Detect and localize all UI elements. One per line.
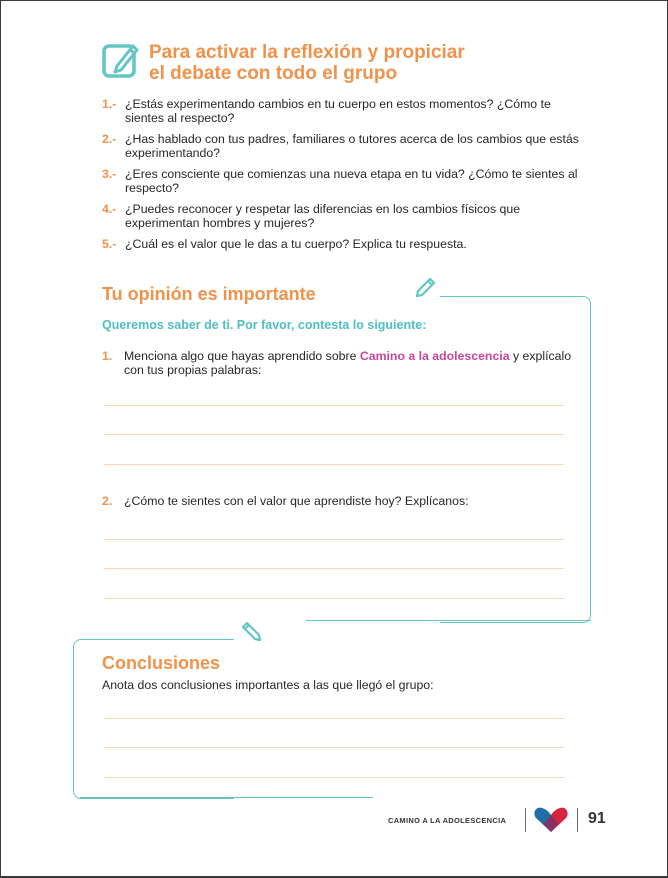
opinion-frame-bottom xyxy=(306,620,591,621)
answer-line[interactable] xyxy=(104,598,564,599)
question-item xyxy=(102,167,582,195)
footer-book-title: CAMINO A LA ADOLESCENCIA xyxy=(388,816,507,825)
heart-logo-icon xyxy=(533,806,569,834)
opinion-frame xyxy=(440,296,591,623)
opinion-prompt-1 xyxy=(102,349,594,377)
question-item xyxy=(102,97,582,125)
prompt-text: ¿Cómo te sientes con el valor que aprendiste hoy? Explícanos: xyxy=(124,494,469,508)
question-text: ¿Has hablado con tus padres, familiares o tutores acerca de los cambios que estás experimentando? xyxy=(125,131,579,161)
opinion-title: Tu opinión es importante xyxy=(102,284,316,304)
question-number: 1.- xyxy=(102,97,117,111)
conclusions-frame-bottom xyxy=(80,797,373,798)
question-text: ¿Puedes reconocer y respetar las diferencias en los cambios físicos que experimentan hombres y mujeres? xyxy=(125,201,521,230)
question-item xyxy=(102,202,582,230)
page-number: 91 xyxy=(588,810,606,827)
question-item xyxy=(102,132,582,160)
answer-line[interactable] xyxy=(104,539,564,540)
prompt-number: 1. xyxy=(102,349,113,363)
reflection-questions xyxy=(102,97,582,257)
question-number: 2.- xyxy=(102,131,117,146)
question-text: ¿Eres consciente que comienzas una nueva etapa en tu vida? ¿Cómo te sientes al respecto? xyxy=(125,166,578,196)
prompt-text: Menciona algo que hayas aprendido sobre xyxy=(124,349,360,363)
question-text: ¿Cuál es el valor que le das a tu cuerpo? Explica tu respuesta. xyxy=(125,236,467,251)
footer-separator xyxy=(525,808,526,832)
question-number: 5.- xyxy=(102,236,117,251)
answer-line[interactable] xyxy=(104,718,564,719)
question-item xyxy=(102,237,582,251)
opinion-prompt-2 xyxy=(102,494,594,508)
question-text: ¿Estás experimentando cambios en tu cuerpo en estos momentos? ¿Cómo te sientes al respecto? xyxy=(125,97,551,126)
pencil-icon xyxy=(413,276,437,300)
header-title-line-2: el debate con todo el grupo xyxy=(149,63,398,84)
question-number: 4.- xyxy=(102,201,117,216)
opinion-subtitle: Queremos saber de ti. Por favor, contesta lo siguiente: xyxy=(102,318,427,332)
answer-line[interactable] xyxy=(104,747,564,748)
pencil-icon xyxy=(240,620,264,644)
footer-separator xyxy=(577,808,578,832)
answer-line[interactable] xyxy=(104,568,564,569)
conclusions-instruction: Anota dos conclusiones importantes a las que llegó el grupo: xyxy=(102,678,434,692)
header-title-line-1: Para activar la reflexión y propiciar xyxy=(149,42,465,63)
answer-line[interactable] xyxy=(104,405,564,406)
answer-line[interactable] xyxy=(104,434,564,435)
prompt-text-end: y explícalo con tus propias palabras: xyxy=(124,349,572,378)
answer-line[interactable] xyxy=(104,464,564,465)
conclusions-title: Conclusiones xyxy=(102,653,221,673)
prompt-number: 2. xyxy=(102,494,113,508)
answer-line[interactable] xyxy=(104,777,564,778)
book-title-highlight: Camino a la adolescencia xyxy=(359,349,510,363)
question-number: 3.- xyxy=(102,166,117,181)
header-title xyxy=(149,42,569,84)
edit-icon xyxy=(101,40,141,80)
